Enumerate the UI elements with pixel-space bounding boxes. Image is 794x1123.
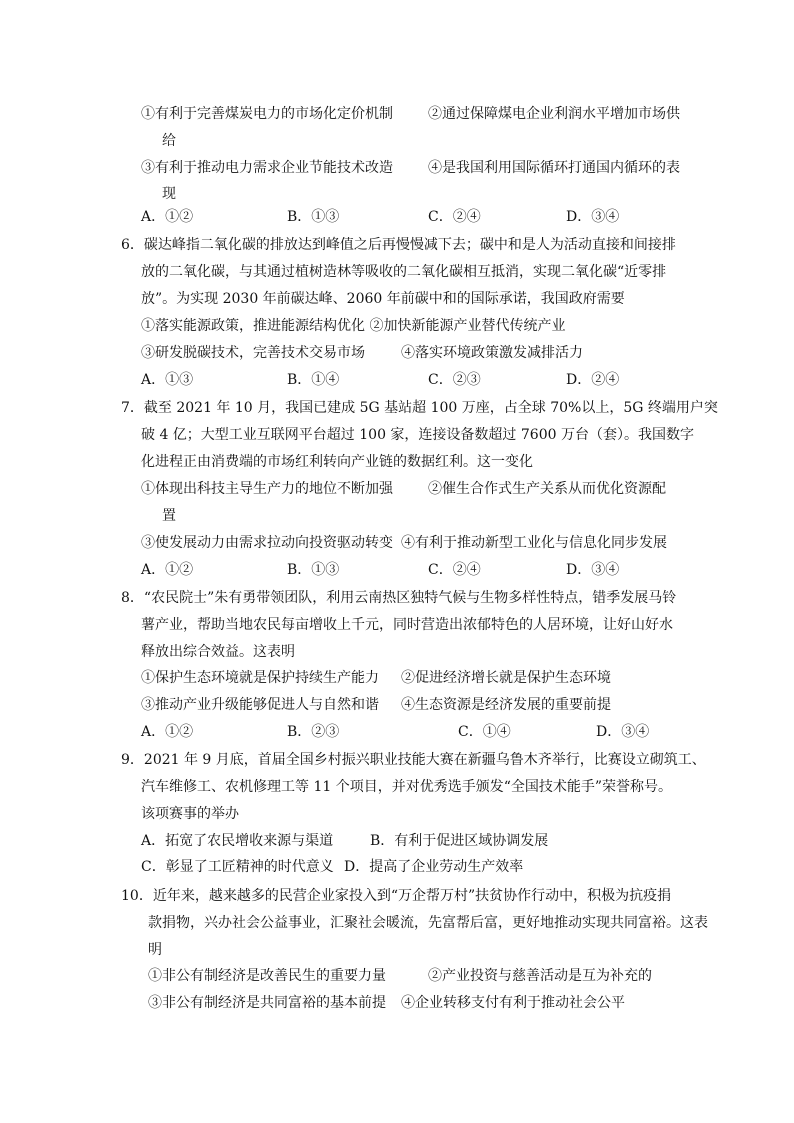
q5-option-1: ①有利于完善煤炭电力的市场化定价机制 [141, 106, 393, 122]
q7-option-2: ②催生合作式生产关系从而优化资源配 [428, 481, 666, 497]
q7-option-4: ④有利于推动新型工业化与信息化同步发展 [401, 535, 667, 551]
q6-stem-line-2: 放的二氧化碳，与其通过植树造林等吸收的二氧化碳相互抵消，实现二氧化碳“近零排 [141, 264, 667, 280]
q8-stem-line-1: 8．“农民院士”朱有勇带领团队，利用云南热区独特气候与生物多样性特点，错季发展马铃 [121, 590, 677, 606]
q7-choice-b: B．①③ [287, 562, 340, 578]
q7-choice-d: D．③④ [566, 562, 620, 578]
q5-option-3: ③有利于推动电力需求企业节能技术改造 [141, 160, 393, 176]
q5-choice-b: B．①③ [287, 209, 340, 225]
q9-choice-c: C．彰显了工匠精神的时代意义 [141, 859, 334, 875]
q9-choice-d: D．提高了企业劳动生产效率 [344, 859, 524, 875]
q10-option-1: ①非公有制经济是改善民生的重要力量 [148, 968, 386, 984]
q10-option-4: ④企业转移支付有利于推动社会公平 [401, 995, 625, 1011]
q6-choice-a: A．①③ [141, 372, 194, 388]
q6-choice-c: C．②③ [428, 372, 481, 388]
q9-choice-b: B．有利于促进区域协调发展 [370, 833, 549, 849]
q7-option-2-cont: 置 [162, 508, 176, 524]
q5-option-2-cont: 给 [162, 133, 176, 149]
q10-stem-line-3: 明 [148, 942, 162, 958]
q9-stem-line-2: 汽车维修工、农机修理工等 11 个项目，并对优秀选手颁发“全国技术能手”荣誉称号。 [141, 779, 673, 795]
q8-stem-line-2: 薯产业，帮助当地农民每亩增收上千元，同时营造出浓郁特色的人居环境，让好山好水 [141, 617, 673, 633]
q6-stem-line-3: 放”。为实现 2030 年前碳达峰、2060 年前碳中和的国际承诺，我国政府需要 [141, 291, 625, 307]
q8-option-1: ①保护生态环境就是保护持续生产能力 [141, 670, 379, 686]
q8-choice-a: A．①② [141, 724, 194, 740]
q8-option-4: ④生态资源是经济发展的重要前提 [401, 697, 611, 713]
q6-stem-line-1: 6．碳达峰指二氧化碳的排放达到峰值之后再慢慢减下去；碳中和是人为活动直接和间接排 [121, 237, 676, 253]
q5-choice-a: A．①② [141, 209, 194, 225]
q10-stem-line-2: 款捐物，兴办社会公益事业，汇聚社会暖流，先富帮后富，更好地推动实现共同富裕。这表 [148, 915, 708, 931]
q9-choice-a: A．拓宽了农民增收来源与渠道 [141, 833, 334, 849]
q8-choice-b: B．②③ [287, 724, 340, 740]
q10-option-3: ③非公有制经济是共同富裕的基本前提 [148, 995, 386, 1011]
q8-choice-c: C．①④ [458, 724, 511, 740]
q7-stem-line-1: 7．截至 2021 年 10 月，我国已建成 5G 基站超 100 万座，占全球 70%以上，5G 终端用户突 [121, 400, 718, 416]
q7-option-3: ③使发展动力由需求拉动向投资驱动转变 [141, 535, 393, 551]
q6-choice-d: D．②④ [566, 372, 620, 388]
q6-option-4: ④落实环境政策激发减排活力 [401, 345, 583, 361]
q10-stem-line-1: 10．近年来，越来越多的民营企业家投入到“万企帮万村”扶贫协作行动中，积极为抗疫捐 [121, 888, 672, 904]
q5-choice-c: C．②④ [428, 209, 481, 225]
q7-choice-c: C．②④ [428, 562, 481, 578]
q8-choice-d: D．③④ [596, 724, 650, 740]
q9-stem-line-1: 9．2021 年 9 月底，首届全国乡村振兴职业技能大赛在新疆乌鲁木齐举行，比赛设立砌筑工、 [121, 752, 706, 768]
q5-option-4: ④是我国利用国际循环打通国内循环的表 [428, 160, 680, 176]
q7-stem-line-3: 化进程正由消费端的市场红利转向产业链的数据红利。这一变化 [141, 454, 533, 470]
q5-option-2: ②通过保障煤电企业利润水平增加市场供 [428, 106, 680, 122]
q9-stem-line-3: 该项赛事的举办 [141, 806, 239, 822]
q7-option-1: ①体现出科技主导生产力的地位不断加强 [141, 481, 393, 497]
q8-option-2: ②促进经济增长就是保护生态环境 [401, 670, 611, 686]
q6-option-3: ③研发脱碳技术，完善技术交易市场 [141, 345, 365, 361]
q5-choice-d: D．③④ [566, 209, 620, 225]
q7-choice-a: A．①② [141, 562, 194, 578]
q10-option-2: ②产业投资与慈善活动是互为补充的 [428, 968, 652, 984]
q6-option-1-2: ①落实能源政策，推进能源结构优化 ②加快新能源产业替代传统产业 [141, 318, 566, 334]
q6-choice-b: B．①④ [287, 372, 340, 388]
q8-option-3: ③推动产业升级能够促进人与自然和谐 [141, 697, 379, 713]
q8-stem-line-3: 释放出综合效益。这表明 [141, 644, 295, 660]
q7-stem-line-2: 破 4 亿；大型工业互联网平台超过 100 家，连接设备数超过 7600 万台（套）。我国数字 [141, 427, 694, 443]
q5-option-4-cont: 现 [162, 186, 176, 202]
